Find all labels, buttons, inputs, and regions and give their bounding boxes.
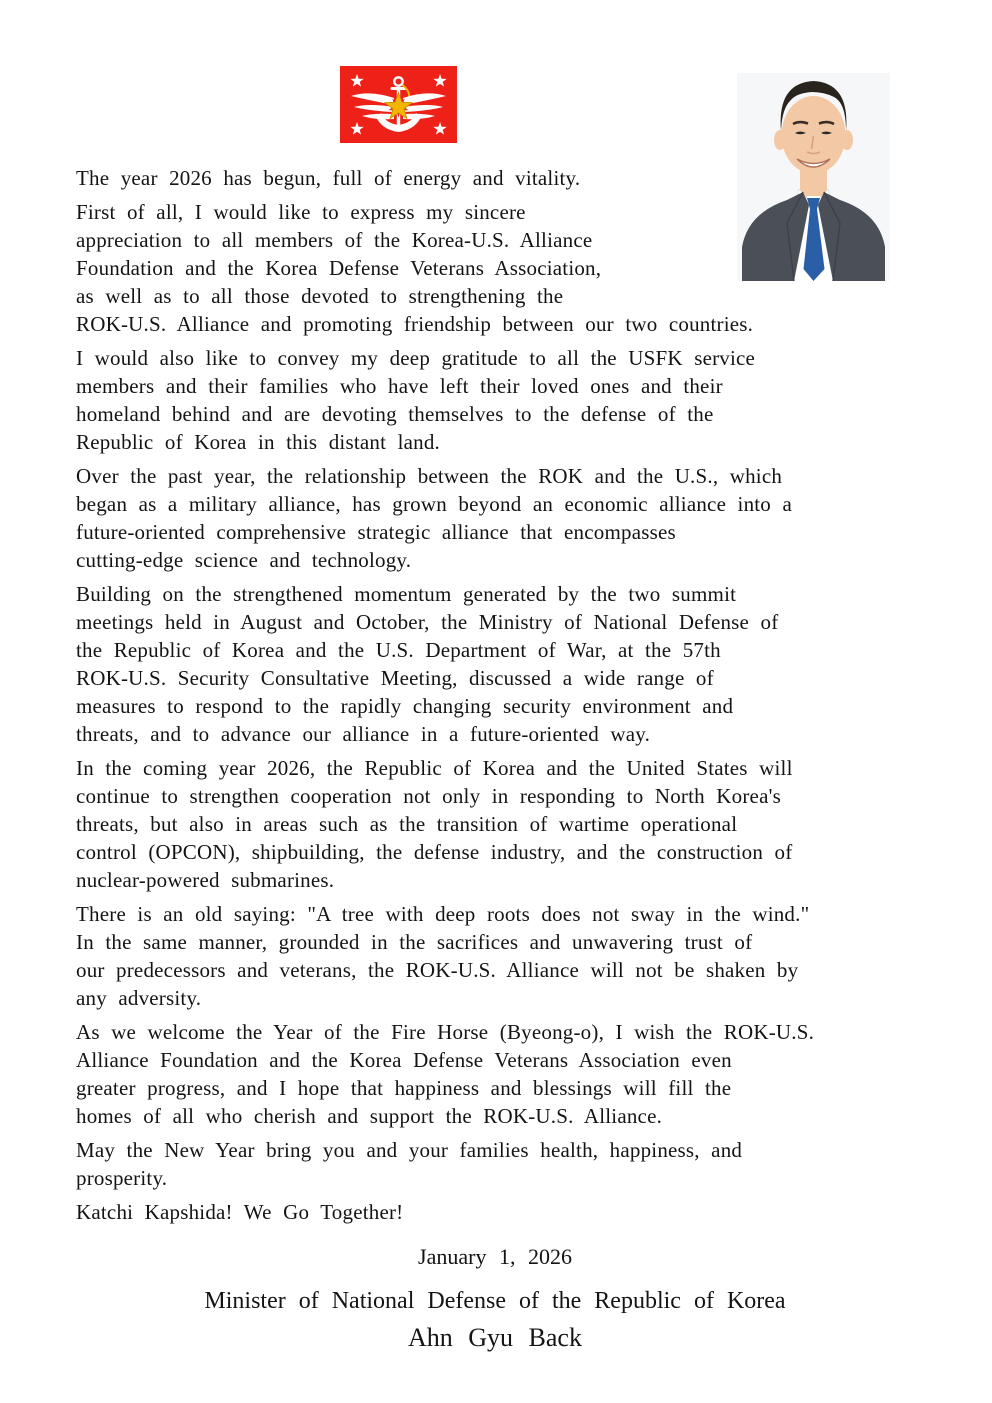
text-line: control (OPCON), shipbuilding, the defense industry, and the construction of	[76, 840, 793, 864]
text-line: As we welcome the Year of the Fire Horse (Byeong-o), I wish the ROK-U.S.	[76, 1020, 815, 1044]
paragraph	[76, 1018, 940, 1130]
text-line: Building on the strengthened momentum generated by the two summit	[76, 582, 737, 606]
text-line: homes of all who cherish and support the ROK-U.S. Alliance.	[76, 1104, 663, 1128]
text-line: any adversity.	[76, 986, 202, 1010]
paragraph	[76, 1136, 940, 1192]
text-line: threats, and to advance our alliance in a future-oriented way.	[76, 722, 651, 746]
text-line: measures to respond to the rapidly changing security environment and	[76, 694, 734, 718]
signature-block	[50, 1242, 940, 1355]
paragraph	[76, 580, 940, 748]
text-line: threats, but also in areas such as the transition of wartime operational	[76, 812, 738, 836]
paragraph	[76, 344, 940, 456]
text-line: ROK-U.S. Security Consultative Meeting, discussed a wide range of	[76, 666, 714, 690]
text-line: our predecessors and veterans, the ROK-U.S. Alliance will not be shaken by	[76, 958, 799, 982]
text-line: nuclear-powered submarines.	[76, 868, 335, 892]
letter-body	[76, 164, 940, 1226]
text-line: future-oriented comprehensive strategic alliance that encompasses	[76, 520, 676, 544]
text-line: meetings held in August and October, the Ministry of National Defense of	[76, 610, 779, 634]
minister-portrait-photo	[737, 73, 890, 281]
text-line: The year 2026 has begun, full of energy and vitality.	[76, 166, 581, 190]
paragraph	[76, 462, 940, 574]
text-line: greater progress, and I hope that happiness and blessings will fill the	[76, 1076, 732, 1100]
letter-date: January 1, 2026	[418, 1244, 572, 1269]
text-line: In the coming year 2026, the Republic of Korea and the United States will	[76, 756, 793, 780]
text-line: continue to strengthen cooperation not only in responding to North Korea's	[76, 784, 781, 808]
paragraph	[76, 1198, 940, 1226]
text-line: appreciation to all members of the Korea-U.S. Alliance	[76, 228, 593, 252]
text-line: May the New Year bring you and your families health, happiness, and	[76, 1138, 743, 1162]
paragraph	[76, 754, 940, 894]
text-line: prosperity.	[76, 1166, 168, 1190]
text-line: Over the past year, the relationship between the ROK and the U.S., which	[76, 464, 783, 488]
text-line: homeland behind and are devoting themselves to the defense of the	[76, 402, 714, 426]
text-line: There is an old saying: "A tree with deep roots does not sway in the wind."	[76, 902, 810, 926]
mnd-flag-icon	[340, 66, 457, 143]
minister-title: Minister of National Defense of the Republic of Korea	[204, 1288, 786, 1314]
letter-content	[76, 164, 940, 1355]
text-line: began as a military alliance, has grown beyond an economic alliance into a	[76, 492, 792, 516]
text-line: the Republic of Korea and the U.S. Department of War, at the 57th	[76, 638, 721, 662]
text-line: In the same manner, grounded in the sacrifices and unwavering trust of	[76, 930, 753, 954]
text-line: ROK-U.S. Alliance and promoting friendship between our two countries.	[76, 312, 754, 336]
text-line: Alliance Foundation and the Korea Defense Veterans Association even	[76, 1048, 732, 1072]
text-line: as well as to all those devoted to strengthening the	[76, 284, 564, 308]
text-line: I would also like to convey my deep gratitude to all the USFK service	[76, 346, 756, 370]
minister-name: Ahn Gyu Back	[408, 1323, 582, 1352]
text-line: members and their families who have left their loved ones and their	[76, 374, 723, 398]
text-line: cutting-edge science and technology.	[76, 548, 412, 572]
text-line: Katchi Kapshida! We Go Together!	[76, 1200, 404, 1224]
paragraph	[76, 900, 940, 1012]
text-line: Republic of Korea in this distant land.	[76, 430, 440, 454]
text-line: Foundation and the Korea Defense Veterans Association,	[76, 256, 602, 280]
text-line: First of all, I would like to express my sincere	[76, 200, 526, 224]
